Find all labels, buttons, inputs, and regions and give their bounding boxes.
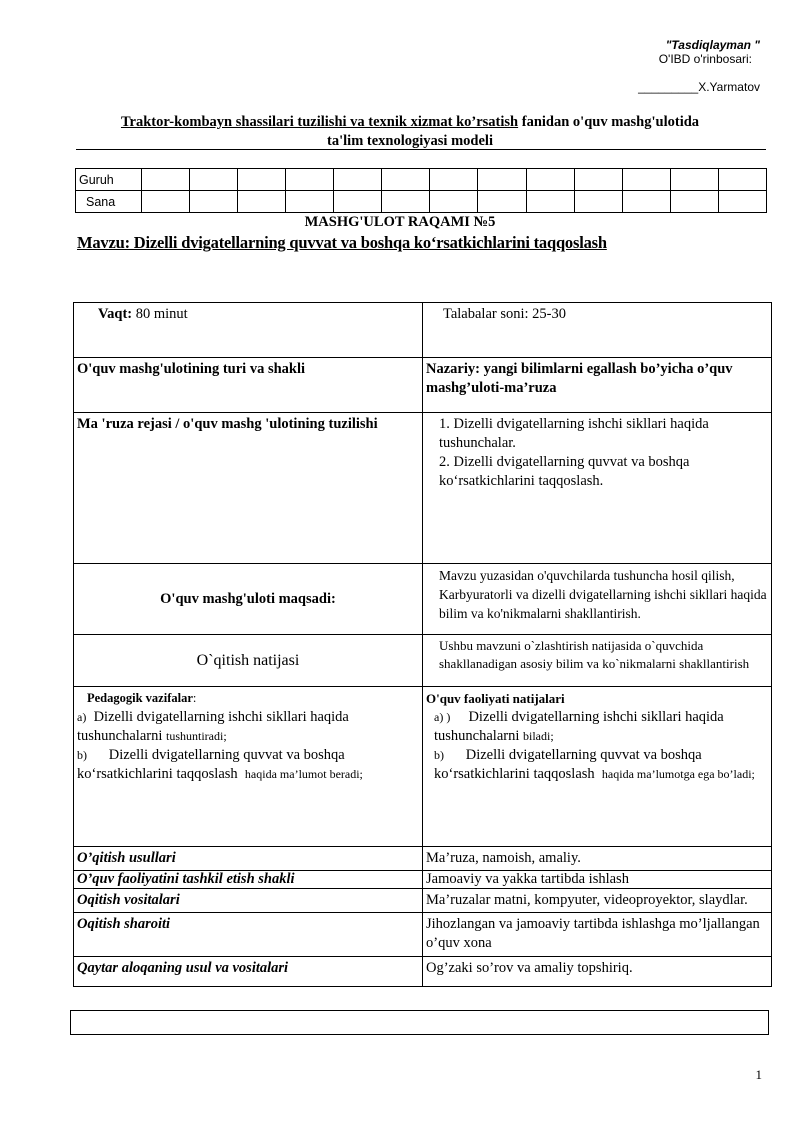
date-cell[interactable] — [574, 191, 622, 213]
ped-a-text: Dizelli dvigatellarning ishchi sikllari haqida tushunchalarni — [77, 709, 349, 744]
table-row — [74, 847, 772, 871]
res-label: O'quv faoliyati natijalari — [426, 691, 565, 706]
group-cell[interactable] — [190, 169, 238, 191]
students-cell: Talabalar soni: 25-30 — [423, 303, 772, 358]
date-label: Sana — [76, 191, 142, 213]
ped-item-b — [77, 746, 419, 784]
res-item-b — [426, 746, 768, 784]
date-cell[interactable] — [334, 191, 382, 213]
ped-a-prefix: a) — [77, 710, 87, 724]
res-b-small: haqida ma’lumotga ega bo’ladi; — [601, 767, 755, 781]
activity-results — [423, 687, 772, 847]
pedagogical-tasks — [74, 687, 423, 847]
ped-b-text: Dizelli dvigatellarning quvvat va boshqa ko‘rsatkichlarini taqqoslash — [77, 747, 345, 782]
table-row — [74, 687, 772, 847]
feedback-value: Og’zaki so’rov va amaliy topshiriq. — [423, 957, 772, 987]
approval-line2: O'IBD o'rinbosari: — [658, 52, 752, 66]
table-row — [74, 358, 772, 413]
document-title — [60, 113, 760, 151]
plan-list — [423, 413, 772, 564]
table-row — [74, 957, 772, 987]
group-cell[interactable] — [526, 169, 574, 191]
group-cell[interactable] — [430, 169, 478, 191]
date-cell[interactable] — [526, 191, 574, 213]
group-label: Guruh — [76, 169, 142, 191]
lesson-number: MASHG'ULOT RAQAMI №5 — [304, 214, 496, 230]
ped-b-small: haqida ma’lumot beradi; — [244, 767, 363, 781]
approval-line1: "Tasdiqlayman " — [665, 38, 760, 52]
ped-item-a — [77, 708, 419, 746]
date-cell[interactable] — [190, 191, 238, 213]
result-label: O`qitish natijasi — [74, 635, 423, 687]
group-cell[interactable] — [382, 169, 430, 191]
table-row — [74, 913, 772, 957]
approval-line3: _________X.Yarmatov — [638, 80, 760, 94]
date-cell[interactable] — [286, 191, 334, 213]
plan-label: Ma 'ruza rejasi / o'quv mashg 'ulotining tuzilishi — [74, 413, 423, 564]
group-row — [76, 169, 767, 191]
ped-label: Pedagogik vazifalar — [87, 691, 193, 705]
res-b-text: Dizelli dvigatellarning quvvat va boshqa ko‘rsatkichlarini taqqoslash — [434, 747, 702, 782]
table-row — [74, 303, 772, 358]
table-row — [74, 871, 772, 889]
org-value: Jamoaviy va yakka tartibda ishlash — [423, 871, 772, 889]
tools-label: Oqitish vositalari — [74, 889, 423, 913]
type-value: Nazariy: yangi bilimlarni egallash bo’yicha o’quv mashg’uloti-ma’ruza — [423, 358, 772, 413]
goal-label: O'quv mashg'uloti maqsadi: — [74, 564, 423, 635]
res-b-prefix: b) — [434, 748, 444, 762]
plan-item-1: 1. Dizelli dvigatellarning ishchi sikllari haqida tushunchalar. — [439, 416, 709, 451]
res-item-a — [426, 708, 768, 746]
group-cell[interactable] — [142, 169, 190, 191]
group-cell[interactable] — [670, 169, 718, 191]
title-line2: ta'lim texnologiyasi modeli — [327, 133, 493, 149]
date-cell[interactable] — [382, 191, 430, 213]
group-cell[interactable] — [574, 169, 622, 191]
group-cell[interactable] — [334, 169, 382, 191]
title-underlined: Traktor-kombayn shassilari tuzilishi va texnik xizmat ko’rsatish — [120, 114, 519, 130]
result-value-text: Ushbu mavzuni o`zlashtirish natijasida o`quvchida shakllanadigan asosiy bilim va ko`nikmalarni shakllantirish — [439, 638, 750, 671]
table-row — [74, 889, 772, 913]
conditions-value: Jihozlangan va jamoaviy tartibda ishlashga mo’ljallangan o’quv xona — [423, 913, 772, 957]
date-cell[interactable] — [670, 191, 718, 213]
table-row — [74, 635, 772, 687]
ped-heading: Pedagogik vazifalar: — [87, 691, 197, 705]
date-row — [76, 191, 767, 213]
date-cell[interactable] — [622, 191, 670, 213]
result-value — [423, 635, 772, 687]
page-number: 1 — [755, 1067, 762, 1082]
res-a-text: Dizelli dvigatellarning ishchi sikllari haqida tushunchalarni — [434, 709, 724, 744]
title-divider — [76, 149, 766, 150]
lesson-model-table — [73, 302, 772, 987]
table-row — [74, 413, 772, 564]
date-cell[interactable] — [142, 191, 190, 213]
date-cell[interactable] — [430, 191, 478, 213]
time-label: Vaqt: — [98, 306, 133, 322]
time-cell — [74, 303, 423, 358]
group-cell[interactable] — [238, 169, 286, 191]
type-label: O'quv mashg'ulotining turi va shakli — [74, 358, 423, 413]
org-label: O’quv faoliyatini tashkil etish shakli — [74, 871, 423, 889]
methods-value: Ma’ruza, namoish, amaliy. — [423, 847, 772, 871]
conditions-label: Oqitish sharoiti — [74, 913, 423, 957]
lesson-topic: Mavzu: Dizelli dvigatellarning quvvat va boshqa ko‘rsatkichlarini taqqoslash — [77, 233, 607, 252]
methods-label: O’qitish usullari — [74, 847, 423, 871]
date-cell[interactable] — [478, 191, 526, 213]
tools-value: Ma’ruzalar matni, kompyuter, videoproyektor, slaydlar. — [423, 889, 772, 913]
group-cell[interactable] — [718, 169, 766, 191]
plan-item-2: 2. Dizelli dvigatellarning quvvat va boshqa ko‘rsatkichlarini taqqoslash. — [439, 454, 690, 489]
goal-value: Mavzu yuzasidan o'quvchilarda tushuncha hosil qilish, Karbyuratorli va dizelli dvigatellarning ishchi sikllari haqida bilim va ko'nikmalarni shakllantirish. — [423, 564, 772, 635]
res-a-prefix: a) ) — [434, 710, 451, 724]
group-date-table — [75, 168, 767, 213]
ped-a-small: tushuntiradi; — [166, 729, 227, 743]
date-cell[interactable] — [238, 191, 286, 213]
approval-block — [638, 38, 760, 94]
footer-box — [70, 1010, 769, 1035]
title-rest: fanidan o'quv mashg'ulotida — [518, 114, 700, 130]
time-value: 80 minut — [132, 306, 188, 322]
feedback-label: Qaytar aloqaning usul va vositalari — [74, 957, 423, 987]
group-cell[interactable] — [286, 169, 334, 191]
table-row — [74, 564, 772, 635]
res-a-small: biladi; — [523, 729, 554, 743]
group-cell[interactable] — [622, 169, 670, 191]
date-cell[interactable] — [718, 191, 766, 213]
ped-b-prefix: b) — [77, 748, 87, 762]
group-cell[interactable] — [478, 169, 526, 191]
